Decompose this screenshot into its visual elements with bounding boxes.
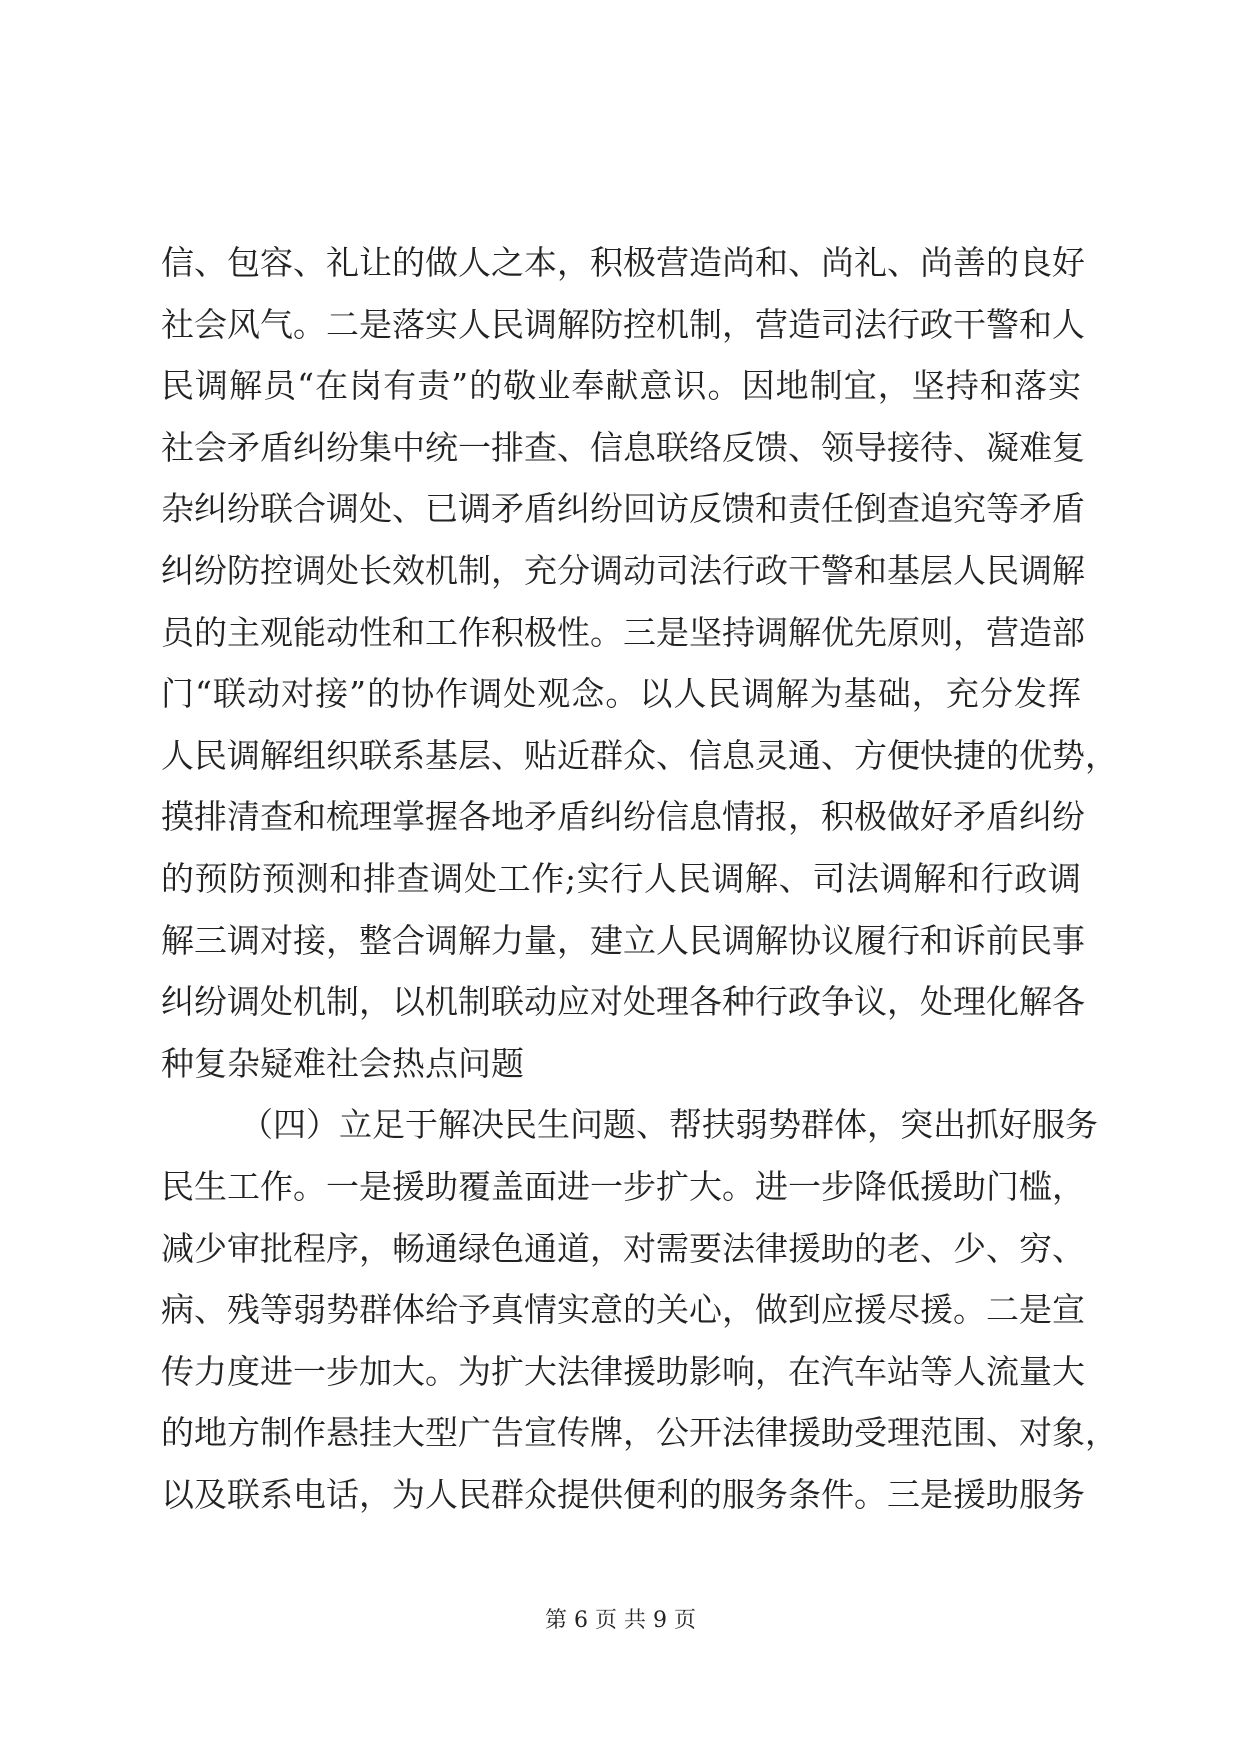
text-line: 社会矛盾纠纷集中统一排查、信息联络反馈、领导接待、凝难复	[161, 427, 1085, 467]
document-body	[161, 232, 1118, 1525]
text-line: 病、残等弱势群体给予真情实意的关心，做到应援尽援。二是宣	[161, 1290, 1085, 1330]
text-line: 种复杂疑难社会热点问题	[161, 1043, 524, 1083]
page-footer	[0, 1606, 1241, 1636]
text-line: 纠纷防控调处长效机制，充分调动司法行政干警和基层人民调解	[161, 550, 1085, 590]
text-line: 以及联系电话，为人民群众提供便利的服务条件。三是援助服务	[161, 1474, 1085, 1514]
text-line: 传力度进一步加大。为扩大法律援助影响，在汽车站等人流量大	[161, 1351, 1085, 1391]
text-line: 的预防预测和排查调处工作;实行人民调解、司法调解和行政调	[161, 858, 1081, 898]
text-line: 摸排清查和梳理掌握各地矛盾纠纷信息情报，积极做好矛盾纠纷	[161, 797, 1085, 837]
text-line: 社会风气。二是落实人民调解防控机制，营造司法行政干警和人	[161, 304, 1085, 344]
text-line: 杂纠纷联合调处、已调矛盾纠纷回访反馈和责任倒查追究等矛盾	[161, 489, 1085, 529]
page-number: 第 6 页 共 9 页	[545, 1608, 696, 1633]
text-line: 的地方制作悬挂大型广告宣传牌，公开法律援助受理范围、对象，	[161, 1413, 1118, 1453]
text-line: 减少审批程序，畅通绿色通道，对需要法律援助的老、少、穷、	[161, 1228, 1085, 1268]
text-line: 信、包容、礼让的做人之本，积极营造尚和、尚礼、尚善的良好	[161, 243, 1085, 282]
text-line: 民调解员“在岗有责”的敬业奉献意识。因地制宜，坚持和落实	[161, 366, 1081, 406]
text-line: 民生工作。一是援助覆盖面进一步扩大。进一步降低援助门槛，	[161, 1166, 1085, 1206]
text-line: 门“联动对接”的协作调处观念。以人民调解为基础，充分发挥	[161, 674, 1081, 714]
text-line: 人民调解组织联系基层、贴近群众、信息灵通、方便快捷的优势，	[161, 735, 1118, 775]
text-line: 纠纷调处机制，以机制联动应对处理各种行政争议，处理化解各	[161, 982, 1085, 1022]
text-line: 员的主观能动性和工作积极性。三是坚持调解优先原则，营造部	[161, 612, 1085, 652]
text-line: 解三调对接，整合调解力量，建立人民调解协议履行和诉前民事	[161, 920, 1085, 960]
section-heading-line: （四）立足于解决民生问题、帮扶弱势群体，突出抓好服务	[240, 1105, 1098, 1145]
